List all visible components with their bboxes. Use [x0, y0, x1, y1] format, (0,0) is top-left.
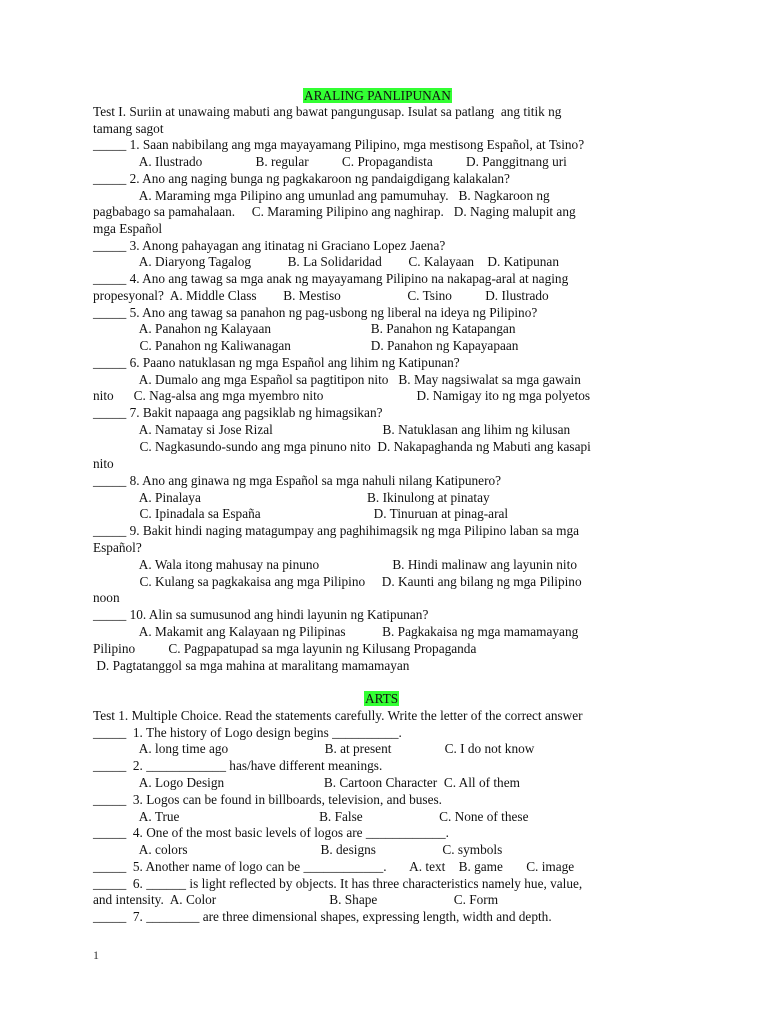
choices-line: propesyonal? A. Middle Class B. Mestiso C. Tsino D. Ilustrado — [93, 288, 549, 303]
choices-line: A. Maraming mga Pilipino ang umunlad ang pamumuhay. B. Nagkaroon ng — [93, 188, 550, 203]
choices-line: A. Makamit ang Kalayaan ng Pilipinas B. Pagkakaisa ng mga mamamayang — [93, 624, 579, 639]
choices-line: C. Nagkasundo-sundo ang mga pinuno nito D. Nakapaghanda ng Mabuti ang kasapi — [93, 439, 591, 454]
choices-line: A. Namatay si Jose Rizal B. Natuklasan ang lihim ng kilusan — [93, 422, 571, 437]
choices-line: A. long time ago B. at present C. I do not know — [93, 741, 535, 756]
question-line: _____ 7. Bakit napaaga ang pagsiklab ng himagsikan? — [93, 405, 383, 420]
choices-line: noon — [93, 590, 120, 605]
choices-line: mga Español — [93, 221, 163, 236]
choices-line: Pilipino C. Pagpapatupad sa mga layunin ng Kilusang Propaganda — [93, 641, 477, 656]
text-line: Test I. Suriin at unawaing mabuti ang bawat pangungusap. Isulat sa patlang ang titik ng — [93, 104, 562, 119]
choices-line: C. Ipinadala sa España D. Tinuruan at pinag-aral — [93, 506, 509, 521]
question-line: _____ 4. Ano ang tawag sa mga anak ng mayayamang Pilipino na nakapag-aral at naging — [93, 271, 569, 286]
choices-line: C. Panahon ng Kaliwanagan D. Panahon ng Kapayapaan — [93, 338, 519, 353]
choices-line: pagbabago sa pamahalaan. C. Maraming Pilipino ang naghirap. D. Naging malupit ang — [93, 204, 576, 219]
choices-line: A. Pinalaya B. Ikinulong at pinatay — [93, 490, 490, 505]
choices-line: A. True B. False C. None of these — [93, 809, 529, 824]
choices-line: C. Kulang sa pagkakaisa ang mga Pilipino D. Kaunti ang bilang ng mga Pilipino — [93, 574, 582, 589]
choices-line: nito — [93, 456, 114, 471]
choices-line: A. colors B. designs C. symbols — [93, 842, 503, 857]
question-line: _____ 2. Ano ang naging bunga ng pagkakaroon ng pandaigdigang kalakalan? — [93, 171, 510, 186]
question-line: _____ 8. Ano ang ginawa ng mga Español sa mga nahuli nilang Katipunero? — [93, 473, 502, 488]
question-line: _____ 4. One of the most basic levels of logos are ____________. — [93, 825, 450, 840]
choices-line: nito C. Nag-alsa ang mga myembro nito D. Namigay ito ng mga polyetos — [93, 388, 591, 403]
choices-line: A. Panahon ng Kalayaan B. Panahon ng Katapangan — [93, 321, 516, 336]
heading-araling-panlipunan: ARALING PANLIPUNAN — [304, 88, 451, 103]
question-line: _____ 6. Paano natuklasan ng mga Español ang lihim ng Katipunan? — [93, 355, 460, 370]
choices-line: A. Diaryong Tagalog B. La Solidaridad C. Kalayaan D. Katipunan — [93, 254, 559, 269]
choices-line: A. Ilustrado B. regular C. Propagandista D. Panggitnang uri — [93, 154, 567, 169]
question-line: _____ 5. Ano ang tawag sa panahon ng pag-usbong ng liberal na ideya ng Pilipino? — [93, 305, 538, 320]
choices-line: A. Wala itong mahusay na pinuno B. Hindi malinaw ang layunin nito — [93, 557, 577, 572]
question-line: _____ 3. Anong pahayagan ang itinatag ni Graciano Lopez Jaena? — [93, 238, 446, 253]
question-line: _____ 5. Another name of logo can be ____________. A. text B. game C. image — [93, 859, 575, 874]
question-line: _____ 10. Alin sa sumusunod ang hindi layunin ng Katipunan? — [93, 607, 429, 622]
question-line: _____ 7. ________ are three dimensional shapes, expressing length, width and depth. — [93, 909, 552, 924]
question-line: Español? — [93, 540, 142, 555]
question-line: _____ 1. Saan nabibilang ang mga mayayamang Pilipino, mga mestisong Español, at Tsino? — [93, 137, 585, 152]
page-number: 1 — [93, 948, 99, 962]
heading-arts: ARTS — [365, 691, 399, 706]
text-line: tamang sagot — [93, 121, 164, 136]
question-line: _____ 3. Logos can be found in billboards, television, and buses. — [93, 792, 442, 807]
question-line: _____ 2. ____________ has/have different meanings. — [93, 758, 383, 773]
choices-line: and intensity. A. Color B. Shape C. Form — [93, 892, 499, 907]
question-line: _____ 6. ______ is light reflected by objects. It has three characteristics namely hue, value, — [93, 876, 583, 891]
text-line: Test 1. Multiple Choice. Read the statements carefully. Write the letter of the correct answer — [93, 708, 583, 723]
question-line: _____ 9. Bakit hindi naging matagumpay ang paghihimagsik ng mga Pilipino laban sa mga — [93, 523, 580, 538]
choices-line: A. Dumalo ang mga Español sa pagtitipon nito B. May nagsiwalat sa mga gawain — [93, 372, 581, 387]
question-line: _____ 1. The history of Logo design begins __________. — [93, 725, 402, 740]
choices-line: A. Logo Design B. Cartoon Character C. All of them — [93, 775, 520, 790]
choices-line: D. Pagtatanggol sa mga mahina at maralitang mamamayan — [93, 658, 410, 673]
